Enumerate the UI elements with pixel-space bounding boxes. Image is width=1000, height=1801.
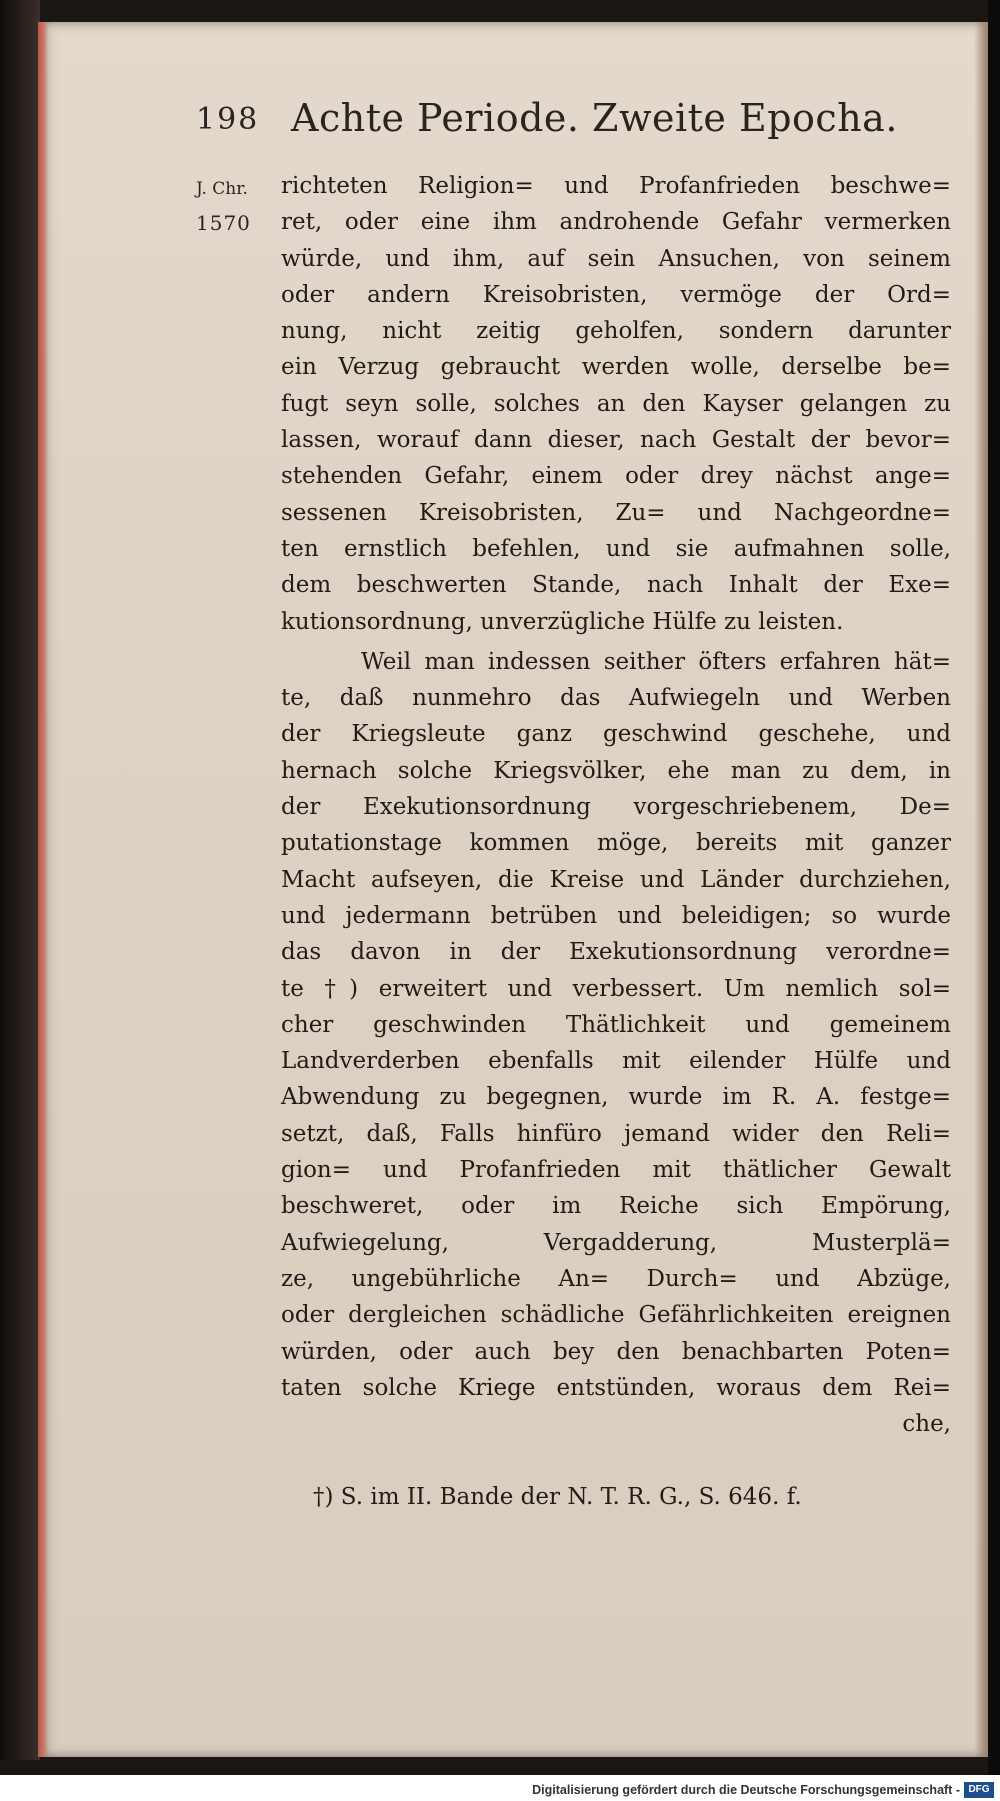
- margin-note: [196, 172, 276, 240]
- text-line: ret, oder eine ihm androhende Gefahr vermerken: [281, 209, 951, 236]
- text-line: Abwendung zu begegnen, wurde im R. A. festge=: [281, 1084, 951, 1111]
- text-line: richteten Religion= und Profanfrieden beschwe=: [281, 173, 951, 199]
- text-line: fugt seyn solle, solches an den Kayser gelangen zu: [281, 390, 951, 417]
- digitization-notice: Digitalisierung gefördert durch die Deutsche Forschungsgemeinschaft -: [532, 1783, 960, 1797]
- text-line: beschweret, oder im Reiche sich Empörung,: [281, 1193, 951, 1220]
- body-text: [281, 168, 951, 1442]
- text-line: Macht aufseyen, die Kreise und Länder durchziehen,: [281, 866, 951, 893]
- text-line: taten solche Kriege entstünden, woraus dem Rei=: [281, 1374, 951, 1401]
- text-line: sessenen Kreisobristen, Zu= und Nachgeordne=: [281, 499, 951, 526]
- text-line: das davon in der Exekutionsordnung verordne=: [281, 939, 951, 966]
- text-line: lassen, worauf dann dieser, nach Gestalt der bevor=: [281, 427, 951, 454]
- text-line: kutionsordnung, unverzügliche Hülfe zu leisten.: [281, 608, 844, 635]
- text-line: ein Verzug gebraucht werden wolle, derselbe be=: [281, 354, 951, 381]
- text-line: te, daß nunmehro das Aufwiegeln und Werben: [281, 685, 951, 712]
- text-line: Landverderben ebenfalls mit eilender Hülfe und: [281, 1048, 951, 1075]
- page-shadow-right: [974, 22, 988, 1757]
- text-line: oder andern Kreisobristen, vermöge der Ord=: [281, 281, 951, 308]
- page-header: [196, 96, 898, 152]
- text-line: dem beschwerten Stande, nach Inhalt der Exe=: [281, 572, 951, 599]
- text-line: cher geschwinden Thätlichkeit und gemeinem: [281, 1011, 951, 1038]
- text-line: würden, oder auch bey den benachbarten Poten=: [281, 1338, 951, 1365]
- text-line: Weil man indessen seither öfters erfahren hät=: [361, 648, 951, 675]
- margin-label: J. Chr.: [196, 179, 248, 199]
- text-line: Aufwiegelung, Vergadderung, Musterplä=: [281, 1229, 951, 1256]
- footnote: †) S. im II. Bande der N. T. R. G., S. 646. f.: [313, 1484, 802, 1510]
- text-line: und jedermann betrüben und beleidigen; so wurde: [281, 902, 951, 929]
- catchword: che,: [902, 1411, 951, 1438]
- page-red-edge: [38, 22, 48, 1757]
- margin-year: 1570: [196, 211, 251, 235]
- text-line: der Exekutionsordnung vorgeschriebenem, De=: [281, 794, 951, 821]
- text-line: würde, und ihm, auf sein Ansuchen, von seinem: [281, 245, 951, 272]
- text-line: te †) erweitert und verbessert. Um nemlich sol=: [281, 975, 951, 1002]
- text-line: oder dergleichen schädliche Gefährlichkeiten ereignen: [281, 1302, 951, 1329]
- text-line: hernach solche Kriegsvölker, ehe man zu dem, in: [281, 757, 951, 784]
- text-line: ten ernstlich befehlen, und sie aufmahnen solle,: [281, 535, 951, 562]
- dfg-logo: DFG: [964, 1782, 994, 1798]
- text-line: stehenden Gefahr, einem oder drey nächst ange=: [281, 463, 951, 490]
- text-line: der Kriegsleute ganz geschwind geschehe, und: [281, 721, 951, 748]
- text-line: putationstage kommen möge, bereits mit ganzer: [281, 830, 951, 857]
- digitization-bar: [0, 1775, 1000, 1801]
- running-head: Achte Periode. Zweite Epocha.: [291, 96, 898, 140]
- book-cover-edge: [0, 0, 40, 1760]
- text-line: ze, ungebührliche An= Durch= und Abzüge,: [281, 1265, 951, 1292]
- text-line: nung, nicht zeitig geholfen, sondern darunter: [281, 318, 951, 345]
- text-line: gion= und Profanfrieden mit thätlicher Gewalt: [281, 1157, 951, 1184]
- page-number: 198: [196, 102, 260, 137]
- text-line: setzt, daß, Falls hinfüro jemand wider den Reli=: [281, 1120, 951, 1147]
- book-cover-edge-right: [988, 0, 1000, 1801]
